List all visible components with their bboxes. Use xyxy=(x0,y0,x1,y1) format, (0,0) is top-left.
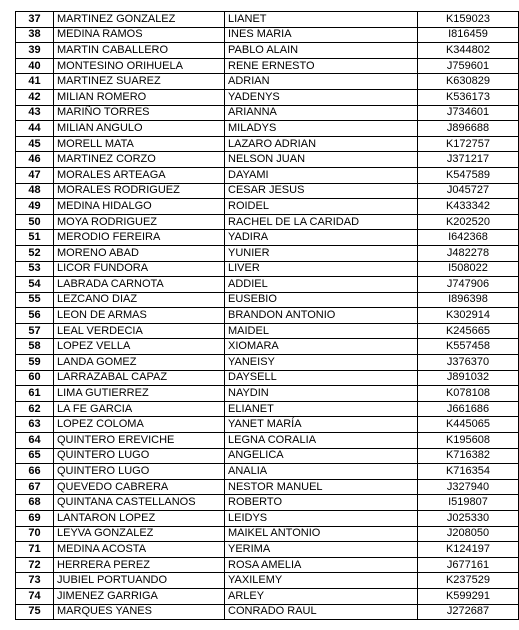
row-number: 50 xyxy=(16,214,54,230)
surname-cell: MOYA RODRIGUEZ xyxy=(54,214,225,230)
row-number: 59 xyxy=(16,355,54,371)
table-row xyxy=(16,199,519,215)
id-code-cell: K716354 xyxy=(418,464,519,480)
id-code-cell: I816459 xyxy=(418,27,519,43)
id-code-cell: K344802 xyxy=(418,43,519,59)
row-number: 38 xyxy=(16,27,54,43)
table-row xyxy=(16,214,519,230)
id-code-cell: J272687 xyxy=(418,604,519,620)
given-name-cell: ADDIEL xyxy=(225,277,418,293)
id-code-cell: K237529 xyxy=(418,573,519,589)
id-code-cell: J045727 xyxy=(418,183,519,199)
id-code-cell: I519807 xyxy=(418,495,519,511)
surname-cell: MORALES RODRIGUEZ xyxy=(54,183,225,199)
given-name-cell: ARLEY xyxy=(225,588,418,604)
id-code-cell: J891032 xyxy=(418,370,519,386)
table-row xyxy=(16,511,519,527)
id-code-cell: J371217 xyxy=(418,152,519,168)
given-name-cell: YUNIER xyxy=(225,245,418,261)
table-row xyxy=(16,355,519,371)
surname-cell: HERRERA PEREZ xyxy=(54,557,225,573)
surname-cell: MARTINEZ CORZO xyxy=(54,152,225,168)
id-code-cell: K245665 xyxy=(418,323,519,339)
row-number: 46 xyxy=(16,152,54,168)
row-number: 60 xyxy=(16,370,54,386)
given-name-cell: LEGNA CORALIA xyxy=(225,433,418,449)
surname-cell: LARRAZABAL CAPAZ xyxy=(54,370,225,386)
given-name-cell: YERIMA xyxy=(225,542,418,558)
row-number: 54 xyxy=(16,277,54,293)
table-row xyxy=(16,136,519,152)
given-name-cell: YANEISY xyxy=(225,355,418,371)
surname-cell: MARTINEZ GONZALEZ xyxy=(54,12,225,28)
table-row xyxy=(16,433,519,449)
table-row xyxy=(16,152,519,168)
table-row xyxy=(16,323,519,339)
given-name-cell: RENE ERNESTO xyxy=(225,58,418,74)
row-number: 49 xyxy=(16,199,54,215)
row-number: 69 xyxy=(16,511,54,527)
surname-cell: LEAL VERDECIA xyxy=(54,323,225,339)
surname-cell: QUINTERO LUGO xyxy=(54,464,225,480)
given-name-cell: ELIANET xyxy=(225,401,418,417)
table-row xyxy=(16,245,519,261)
given-name-cell: ANGELICA xyxy=(225,448,418,464)
table-row xyxy=(16,557,519,573)
surname-cell: MILIAN ANGULO xyxy=(54,121,225,137)
surname-cell: MILIAN ROMERO xyxy=(54,89,225,105)
table-row xyxy=(16,308,519,324)
surname-cell: MEDINA HIDALGO xyxy=(54,199,225,215)
table-row xyxy=(16,12,519,28)
id-code-cell: K716382 xyxy=(418,448,519,464)
row-number: 71 xyxy=(16,542,54,558)
surname-cell: MEDINA ACOSTA xyxy=(54,542,225,558)
id-code-cell: K172757 xyxy=(418,136,519,152)
row-number: 37 xyxy=(16,12,54,28)
table-row xyxy=(16,43,519,59)
given-name-cell: ROSA AMELIA xyxy=(225,557,418,573)
surname-cell: LEYVA GONZALEZ xyxy=(54,526,225,542)
surname-cell: LABRADA CARNOTA xyxy=(54,277,225,293)
row-number: 58 xyxy=(16,339,54,355)
row-number: 72 xyxy=(16,557,54,573)
id-code-cell: J734601 xyxy=(418,105,519,121)
surname-cell: MARTIN CABALLERO xyxy=(54,43,225,59)
id-code-cell: K536173 xyxy=(418,89,519,105)
table-row xyxy=(16,183,519,199)
given-name-cell: NAYDIN xyxy=(225,386,418,402)
given-name-cell: RACHEL DE LA CARIDAD xyxy=(225,214,418,230)
given-name-cell: YADENYS xyxy=(225,89,418,105)
table-row xyxy=(16,89,519,105)
id-code-cell: J747906 xyxy=(418,277,519,293)
surname-cell: LICOR FUNDORA xyxy=(54,261,225,277)
id-code-cell: K202520 xyxy=(418,214,519,230)
id-code-cell: K302914 xyxy=(418,308,519,324)
id-code-cell: J208050 xyxy=(418,526,519,542)
given-name-cell: MAIDEL xyxy=(225,323,418,339)
surname-cell: QUEVEDO CABRERA xyxy=(54,479,225,495)
id-code-cell: J759601 xyxy=(418,58,519,74)
row-number: 68 xyxy=(16,495,54,511)
given-name-cell: LAZARO ADRIAN xyxy=(225,136,418,152)
given-name-cell: YANET MARÍA xyxy=(225,417,418,433)
given-name-cell: CESAR JESUS xyxy=(225,183,418,199)
given-name-cell: EUSEBIO xyxy=(225,292,418,308)
id-code-cell: K124197 xyxy=(418,542,519,558)
table-row xyxy=(16,464,519,480)
row-number: 48 xyxy=(16,183,54,199)
table-row xyxy=(16,526,519,542)
table-row xyxy=(16,542,519,558)
table-row xyxy=(16,277,519,293)
row-number: 70 xyxy=(16,526,54,542)
table-row xyxy=(16,261,519,277)
given-name-cell: LIVER xyxy=(225,261,418,277)
given-name-cell: DAYSELL xyxy=(225,370,418,386)
table-row xyxy=(16,58,519,74)
given-name-cell: ARIANNA xyxy=(225,105,418,121)
given-name-cell: DAYAMI xyxy=(225,167,418,183)
row-number: 75 xyxy=(16,604,54,620)
given-name-cell: INES MARIA xyxy=(225,27,418,43)
surname-cell: LANTARON LOPEZ xyxy=(54,511,225,527)
id-code-cell: K078108 xyxy=(418,386,519,402)
table-row xyxy=(16,588,519,604)
given-name-cell: ANALIA xyxy=(225,464,418,480)
row-number: 53 xyxy=(16,261,54,277)
given-name-cell: PABLO ALAIN xyxy=(225,43,418,59)
surname-cell: LANDA GOMEZ xyxy=(54,355,225,371)
id-code-cell: K557458 xyxy=(418,339,519,355)
row-number: 52 xyxy=(16,245,54,261)
surname-cell: LA FE GARCIA xyxy=(54,401,225,417)
id-code-cell: K445065 xyxy=(418,417,519,433)
table-row xyxy=(16,105,519,121)
row-number: 64 xyxy=(16,433,54,449)
id-code-cell: J482278 xyxy=(418,245,519,261)
row-number: 44 xyxy=(16,121,54,137)
table-row xyxy=(16,573,519,589)
row-number: 73 xyxy=(16,573,54,589)
id-code-cell: I642368 xyxy=(418,230,519,246)
surname-cell: LEZCANO DIAZ xyxy=(54,292,225,308)
given-name-cell: ROIDEL xyxy=(225,199,418,215)
roster-body xyxy=(16,12,519,620)
table-row xyxy=(16,370,519,386)
id-code-cell: J025330 xyxy=(418,511,519,527)
given-name-cell: ROBERTO xyxy=(225,495,418,511)
id-code-cell: K547589 xyxy=(418,167,519,183)
row-number: 39 xyxy=(16,43,54,59)
table-row xyxy=(16,417,519,433)
table-row xyxy=(16,386,519,402)
given-name-cell: NESTOR MANUEL xyxy=(225,479,418,495)
table-row xyxy=(16,604,519,620)
table-row xyxy=(16,167,519,183)
surname-cell: MARTINEZ SUAREZ xyxy=(54,74,225,90)
row-number: 40 xyxy=(16,58,54,74)
row-number: 43 xyxy=(16,105,54,121)
given-name-cell: YAXILEMY xyxy=(225,573,418,589)
surname-cell: MARQUES YANES xyxy=(54,604,225,620)
surname-cell: QUINTERO EREVICHE xyxy=(54,433,225,449)
id-code-cell: J661686 xyxy=(418,401,519,417)
row-number: 65 xyxy=(16,448,54,464)
row-number: 47 xyxy=(16,167,54,183)
id-code-cell: I508022 xyxy=(418,261,519,277)
surname-cell: LIMA GUTIERREZ xyxy=(54,386,225,402)
id-code-cell: K433342 xyxy=(418,199,519,215)
table-row xyxy=(16,27,519,43)
surname-cell: MARIÑO TORRES xyxy=(54,105,225,121)
id-code-cell: K630829 xyxy=(418,74,519,90)
table-row xyxy=(16,292,519,308)
surname-cell: LEON DE ARMAS xyxy=(54,308,225,324)
given-name-cell: CONRADO RAUL xyxy=(225,604,418,620)
row-number: 62 xyxy=(16,401,54,417)
table-row xyxy=(16,339,519,355)
row-number: 66 xyxy=(16,464,54,480)
given-name-cell: MAIKEL ANTONIO xyxy=(225,526,418,542)
row-number: 67 xyxy=(16,479,54,495)
roster-table xyxy=(15,11,519,620)
id-code-cell: J896688 xyxy=(418,121,519,137)
surname-cell: LOPEZ VELLA xyxy=(54,339,225,355)
row-number: 56 xyxy=(16,308,54,324)
given-name-cell: YADIRA xyxy=(225,230,418,246)
row-number: 51 xyxy=(16,230,54,246)
row-number: 57 xyxy=(16,323,54,339)
table-row xyxy=(16,448,519,464)
given-name-cell: LEIDYS xyxy=(225,511,418,527)
surname-cell: QUINTANA CASTELLANOS xyxy=(54,495,225,511)
row-number: 45 xyxy=(16,136,54,152)
row-number: 41 xyxy=(16,74,54,90)
given-name-cell: LIANET xyxy=(225,12,418,28)
row-number: 42 xyxy=(16,89,54,105)
surname-cell: MONTESINO ORIHUELA xyxy=(54,58,225,74)
table-row xyxy=(16,495,519,511)
surname-cell: MORALES ARTEAGA xyxy=(54,167,225,183)
id-code-cell: K599291 xyxy=(418,588,519,604)
surname-cell: MORENO ABAD xyxy=(54,245,225,261)
row-number: 61 xyxy=(16,386,54,402)
table-row xyxy=(16,479,519,495)
id-code-cell: J376370 xyxy=(418,355,519,371)
given-name-cell: ADRIAN xyxy=(225,74,418,90)
surname-cell: JUBIEL PORTUANDO xyxy=(54,573,225,589)
given-name-cell: XIOMARA xyxy=(225,339,418,355)
row-number: 74 xyxy=(16,588,54,604)
surname-cell: MORELL MATA xyxy=(54,136,225,152)
surname-cell: MERODIO FEREIRA xyxy=(54,230,225,246)
surname-cell: LOPEZ COLOMA xyxy=(54,417,225,433)
id-code-cell: J677161 xyxy=(418,557,519,573)
table-row xyxy=(16,74,519,90)
table-row xyxy=(16,121,519,137)
table-row xyxy=(16,230,519,246)
surname-cell: QUINTERO LUGO xyxy=(54,448,225,464)
given-name-cell: BRANDON ANTONIO xyxy=(225,308,418,324)
row-number: 55 xyxy=(16,292,54,308)
surname-cell: JIMENEZ GARRIGA xyxy=(54,588,225,604)
row-number: 63 xyxy=(16,417,54,433)
id-code-cell: K159023 xyxy=(418,12,519,28)
given-name-cell: NELSON JUAN xyxy=(225,152,418,168)
id-code-cell: K195608 xyxy=(418,433,519,449)
given-name-cell: MILADYS xyxy=(225,121,418,137)
id-code-cell: I896398 xyxy=(418,292,519,308)
table-row xyxy=(16,401,519,417)
id-code-cell: J327940 xyxy=(418,479,519,495)
surname-cell: MEDINA RAMOS xyxy=(54,27,225,43)
